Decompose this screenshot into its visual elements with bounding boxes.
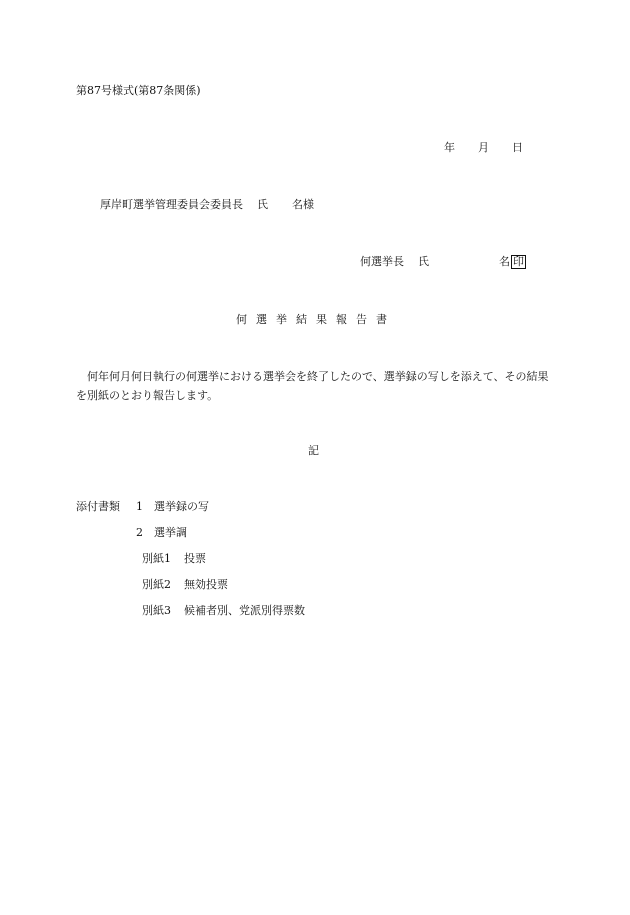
attachment-number: 2	[136, 526, 143, 539]
attachment-sub-item	[142, 604, 305, 618]
attachment-sub-item	[142, 552, 206, 566]
sub-item-text: 候補者別、党派別得票数	[184, 604, 305, 617]
date-line	[444, 141, 523, 155]
sender-name: 名	[499, 255, 510, 268]
date-year: 年	[444, 141, 455, 154]
attachment-item	[136, 500, 209, 514]
attachment-text: 選挙録の写	[154, 500, 209, 513]
seal-mark: 印	[513, 255, 524, 268]
date-month: 月	[478, 141, 489, 154]
ki-heading: 記	[308, 444, 319, 457]
addressee-name: 名様	[292, 198, 314, 211]
sub-item-label: 別紙2	[142, 578, 171, 591]
addressee-shi: 氏	[257, 198, 268, 211]
sender-line	[360, 255, 526, 269]
addressee-line	[100, 198, 314, 212]
sub-item-label: 別紙3	[142, 604, 171, 617]
sub-item-text: 投票	[184, 552, 206, 565]
date-day: 日	[512, 141, 523, 154]
sub-item-text: 無効投票	[184, 578, 228, 591]
attachment-sub-item	[142, 578, 228, 592]
sub-item-label: 別紙1	[142, 552, 171, 565]
document-title: 何選挙結果報告書	[236, 313, 396, 326]
attachment-item	[136, 526, 187, 540]
attachment-number: 1	[136, 500, 143, 513]
body-paragraph: 何年何月何日執行の何選挙における選挙会を終了したので、選挙録の写しを添えて、その結果を別紙のとおり報告します。	[76, 370, 549, 402]
sender-title: 何選挙長	[360, 255, 404, 268]
addressee-org: 厚岸町選挙管理委員会委員長	[100, 198, 243, 211]
attachments-label: 添付書類	[76, 500, 120, 513]
sender-shi: 氏	[418, 255, 429, 268]
attachment-text: 選挙調	[154, 526, 187, 539]
form-label: 第87号様式(第87条関係)	[76, 84, 201, 97]
